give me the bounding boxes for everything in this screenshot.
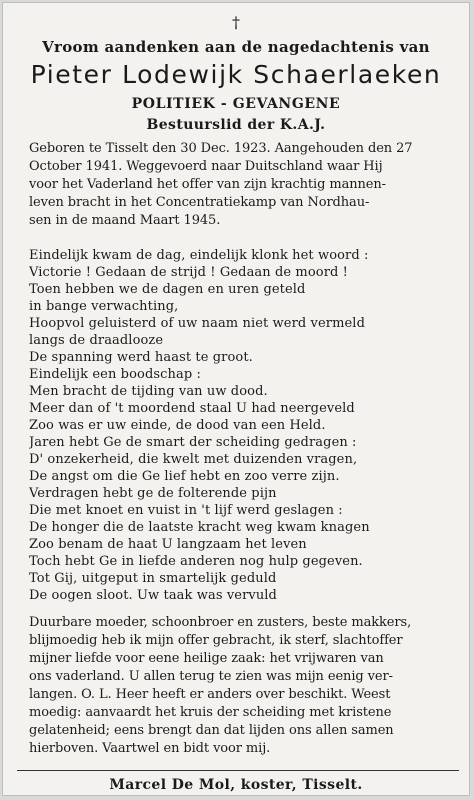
prose-line: hierboven. Vaartwel en bidt voor mij. [29,741,271,756]
poem-line: Meer dan of 't moordend staal U had neergeveld [29,401,355,416]
poem-line: in bange verwachting, [29,299,179,314]
poem-line: De oogen sloot. Uw taak was vervuld [29,588,277,603]
poem-line: Eindelijk een boodschap : [29,367,201,382]
deceased-name: Pieter Lodewijk Schaerlaeken [30,60,442,89]
bio-line: Geboren te Tisselt den 30 Dec. 1923. Aangehouden den 27 [29,141,413,156]
poem-line: Jaren hebt Ge de smart der scheiding gedragen : [29,435,357,450]
poem-line: Tot Gij, uitgeput in smartelijk geduld [29,571,277,586]
poem-line: Verdragen hebt ge de folterende pijn [29,486,277,501]
cross-icon: † [232,13,240,32]
bio-line: voor het Vaderland het offer van zijn krachtig mannen- [29,177,386,192]
prose-line: mijner liefde voor eene heilige zaak: het vrijwaren van [29,651,384,666]
poem-line: Men bracht de tijding van uw dood. [29,384,268,399]
intro-line: Vroom aandenken aan de nagedachtenis van [42,38,430,56]
divider [17,770,459,771]
title-board-member: Bestuurslid der K.A.J. [146,117,326,133]
poem-line: Toch hebt Ge in liefde anderen nog hulp gegeven. [29,554,363,569]
poem-line: Hoopvol geluisterd of uw naam niet werd vermeld [29,316,365,331]
bio-line: October 1941. Weggevoerd naar Duitschland waar Hij [29,159,383,174]
poem-line: Victorie ! Gedaan de strijd ! Gedaan de moord ! [29,265,348,280]
prose-line: ons vaderland. U allen terug te zien was mijn eenig ver- [29,669,393,684]
poem-line: De angst om die Ge lief hebt en zoo verre zijn. [29,469,340,484]
poem-line: langs de draadlooze [29,333,164,348]
memorial-card [2,2,470,796]
bio-line: leven bracht in het Concentratiekamp van Nordhau- [29,195,370,210]
title-political-prisoner: POLITIEK - GEVANGENE [131,96,341,112]
prose-line: Duurbare moeder, schoonbroer en zusters, beste makkers, [29,615,412,630]
poem-line: Zoo was er uw einde, de dood van een Held. [29,418,326,433]
poem-line: De honger die de laatste kracht weg kwam knagen [29,520,370,535]
prose-line: blijmoedig heb ik mijn offer gebracht, ik sterf, slachtoffer [29,633,403,648]
prose-line: gelatenheid; eens brengt dan dat lijden ons allen samen [29,723,394,738]
poem-line: De spanning werd haast te groot. [29,350,253,365]
poem-line: Zoo benam de haat U langzaam het leven [29,537,307,552]
printer-signature: Marcel De Mol, koster, Tisselt. [109,777,363,793]
poem-line: Die met knoet en vuist in 't lijf werd geslagen : [29,503,343,518]
prose-line: moedig: aanvaardt het kruis der scheiding met kristene [29,705,392,720]
poem-line: Toen hebben we de dagen en uren geteld [29,282,306,297]
bio-line: sen in de maand Maart 1945. [29,213,221,228]
poem-line: Eindelijk kwam de dag, eindelijk klonk het woord : [29,248,369,263]
poem-line: D' onzekerheid, die kwelt met duizenden vragen, [29,452,358,467]
prose-line: langen. O. L. Heer heeft er anders over beschikt. Weest [29,687,391,702]
